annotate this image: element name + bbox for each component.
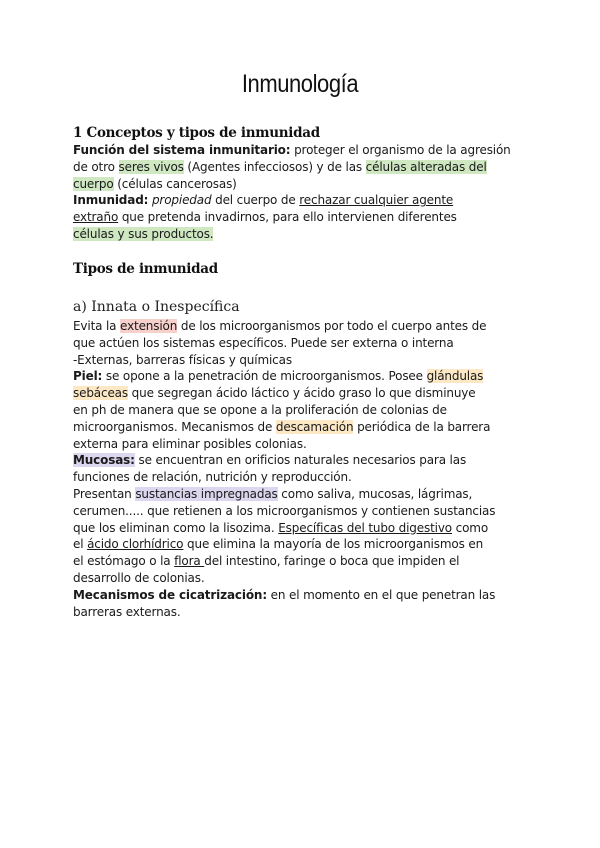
text-line: desarrollo de colonias.	[73, 570, 205, 585]
text-line	[73, 159, 533, 176]
section-heading-tipos: Tipos de inmunidad	[73, 261, 218, 277]
text-line	[73, 385, 533, 402]
subsection-heading-innata: a) Innata o Inespecífica	[73, 299, 240, 315]
text-run: microorganismos. Mecanismos de	[73, 419, 276, 434]
underlined-text: flora	[174, 554, 205, 569]
text-run: se opone a la penetración de microorganismos. Posee	[102, 369, 427, 384]
text-run: que segregan ácido láctico y ácido graso lo que disminuye	[128, 386, 476, 401]
text-run: que los eliminan como la lisozima.	[73, 520, 279, 535]
text-line	[73, 536, 533, 553]
text-line: externa para eliminar posibles colonias.	[73, 436, 307, 451]
text-run: proteger el organismo de la agresión	[290, 143, 511, 157]
text-run: (células cancerosas)	[113, 176, 237, 191]
text-line	[73, 318, 533, 335]
text-line	[73, 486, 533, 503]
underlined-text: rechazar cualquier agente	[299, 193, 454, 208]
bold-term: Mecanismos de cicatrización:	[73, 587, 267, 602]
paragraph-innata	[73, 318, 533, 620]
text-run: (Agentes infecciosos) y de las	[183, 159, 366, 174]
text-line	[73, 553, 533, 570]
text-line: en ph de manera que se opone a la proliferación de colonias de	[73, 402, 447, 417]
highlight-orange: descamación	[275, 419, 354, 434]
text-run: de otro	[73, 159, 119, 174]
text-line	[73, 209, 533, 226]
highlight-green: cuerpo	[73, 176, 114, 191]
text-run: el	[73, 537, 88, 552]
text-run: Presentan	[73, 486, 136, 501]
text-line	[73, 520, 533, 537]
text-line	[73, 176, 533, 193]
text-line: funciones de relación, nutrición y reproducción.	[73, 470, 352, 485]
text-run: el estómago o la	[73, 554, 175, 569]
highlight-green: seres vivos	[118, 159, 184, 174]
text-line	[73, 419, 533, 436]
text-line: cerumen..... que retienen a los microorganismos y contienen sustancias	[73, 503, 496, 518]
italic-term: propiedad	[151, 193, 212, 208]
text-run: se encuentran en orificios naturales necesarios para las	[134, 453, 467, 468]
bold-term: Inmunidad:	[73, 193, 149, 208]
text-line	[73, 226, 533, 243]
highlight-orange: sebáceas	[73, 386, 128, 401]
section-heading-conceptos: 1 Conceptos y tipos de inmunidad	[73, 125, 320, 141]
text-run: del intestino, faringe o boca que impiden el	[204, 554, 460, 569]
text-run: en el momento en el que penetran las	[266, 587, 496, 602]
text-line	[73, 192, 533, 209]
text-line: barreras externas.	[73, 604, 181, 619]
bold-term: Piel:	[73, 369, 103, 384]
page-title: Inmunología	[241, 70, 359, 98]
text-run: como	[452, 520, 489, 535]
text-run: de los microorganismos por todo el cuerpo antes de	[177, 319, 487, 333]
highlight-green: células y sus productos.	[73, 226, 214, 241]
text-run: que elimina la mayoría de los microorganismos en	[183, 537, 484, 552]
text-line	[73, 452, 533, 469]
paragraph-conceptos	[73, 142, 533, 243]
text-line: que actúen los sistemas específicos. Puede ser externa o interna	[73, 335, 454, 350]
text-run: como saliva, mucosas, lágrimas,	[277, 486, 473, 501]
text-run: del cuerpo de	[211, 193, 300, 208]
highlight-purple: Mucosas:	[73, 453, 135, 468]
text-line	[73, 587, 533, 604]
underlined-text: Específicas del tubo digestivo	[278, 520, 452, 535]
highlight-green: células alteradas del	[365, 159, 487, 174]
text-line	[73, 368, 533, 385]
text-run: periódica de la barrera	[353, 419, 491, 434]
underlined-text: ácido clorhídrico	[87, 537, 184, 552]
text-run: que pretenda invadirnos, para ello intervienen diferentes	[118, 210, 457, 225]
text-line	[73, 142, 533, 159]
underlined-text: extraño	[73, 210, 119, 225]
highlight-orange: glándulas	[426, 369, 484, 384]
highlight-pink: extensión	[120, 319, 178, 333]
text-line: -Externas, barreras físicas y químicas	[73, 352, 292, 367]
bold-term: Función del sistema inmunitario:	[73, 143, 291, 157]
highlight-purple: sustancias impregnadas	[135, 486, 278, 501]
text-run: Evita la	[73, 319, 121, 333]
